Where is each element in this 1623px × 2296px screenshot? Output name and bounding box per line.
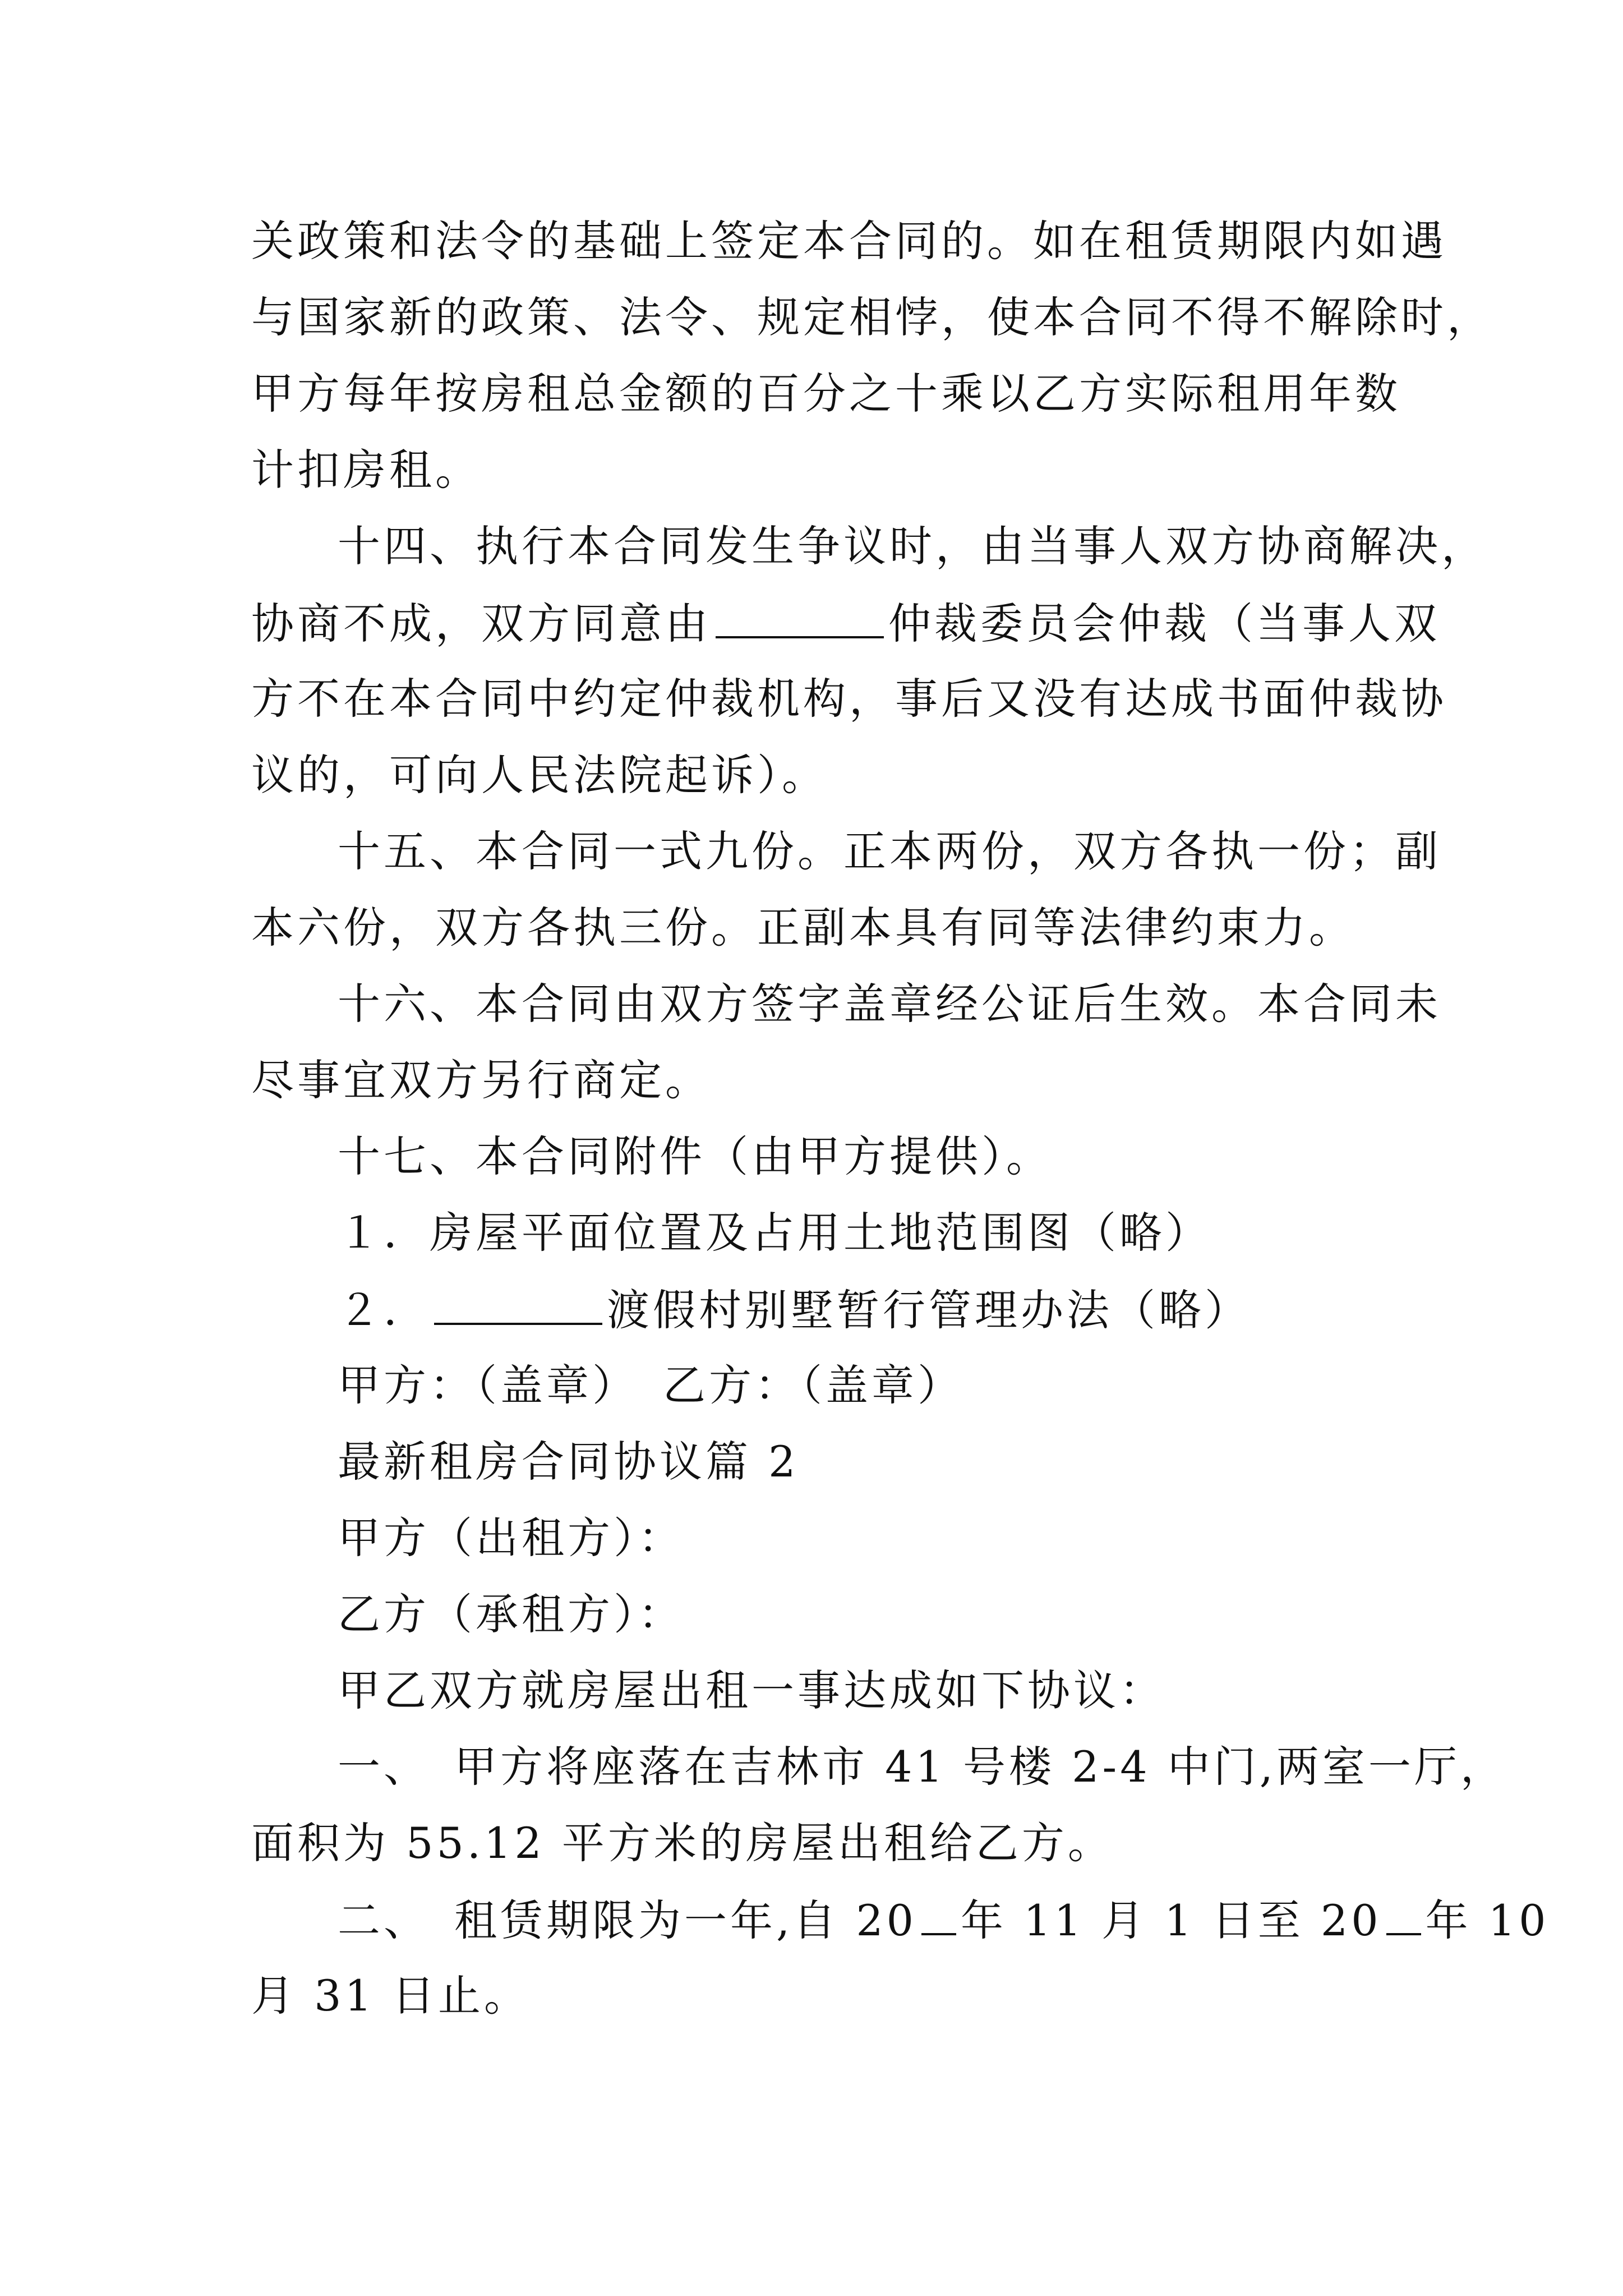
clause-2-line-2: 月 31 日止。 xyxy=(251,1971,531,2021)
clause-15-line-1: 十五、本合同一式九份。正本两份，双方各执一份；副 xyxy=(338,826,1441,876)
clause-13-line-2: 与国家新的政策、法令、规定相悖，使本合同不得不解除时， xyxy=(251,292,1493,342)
clause-15-line-2: 本六份，双方各执三份。正副本具有同等法律约束力。 xyxy=(251,903,1355,953)
clause-1-line-2: 面积为 55.12 平方米的房屋出租给乙方。 xyxy=(251,1818,1114,1868)
clause-1-line-1: 一、 甲方将座落在吉林市 41 号楼 2-4 中门,两室一厅， xyxy=(338,1742,1506,1792)
clause-13-line-1: 关政策和法令的基础上签定本合同的。如在租赁期限内如遇 xyxy=(251,216,1447,266)
party-a-lessor: 甲方（出租方）： xyxy=(338,1513,684,1563)
attachment-1: １．房屋平面位置及占用土地范围图（略） xyxy=(338,1208,1211,1258)
clause-2-text-b: 年 11 月 1 日至 20 xyxy=(961,1895,1382,1945)
end-year-blank xyxy=(1386,1898,1421,1935)
clause-13-line-3: 甲方每年按房租总金额的百分之十乘以乙方实际租用年数 xyxy=(251,369,1401,418)
section-heading-2: 最新租房合同协议篇 2 xyxy=(338,1437,799,1487)
attachment-2-suffix: 渡假村别墅暂行管理办法（略） xyxy=(607,1285,1251,1335)
clause-14-line-2 xyxy=(251,599,1440,648)
resort-name-blank xyxy=(434,1288,602,1325)
attachment-2 xyxy=(338,1285,1251,1335)
clause-13-line-4: 计扣房租。 xyxy=(251,445,481,495)
clause-14-line-1: 十四、执行本合同发生争议时，由当事人双方协商解决， xyxy=(338,521,1487,571)
clause-16-line-2: 尽事宜双方另行商定。 xyxy=(251,1055,711,1105)
clause-2-line-1 xyxy=(338,1895,1550,1945)
clause-14-line-4: 议的，可向人民法院起诉）。 xyxy=(251,750,828,800)
clause-17: 十七、本合同附件（由甲方提供）。 xyxy=(338,1131,1052,1181)
attachment-2-prefix: ２． xyxy=(338,1285,430,1335)
signature-line: 甲方：（盖章） 乙方：（盖章） xyxy=(338,1360,963,1410)
clause-2-text-c: 年 10 xyxy=(1425,1895,1550,1945)
arbitration-blank xyxy=(716,601,884,638)
clause-2-text-a: 二、 租赁期限为一年,自 20 xyxy=(338,1895,917,1945)
start-year-blank xyxy=(921,1898,956,1935)
clause-14-text-a: 协商不成，双方同意由 xyxy=(251,599,711,648)
party-b-lessee: 乙方（承租方）： xyxy=(338,1589,684,1639)
clause-14-line-3: 方不在本合同中约定仲裁机构，事后又没有达成书面仲裁协 xyxy=(251,674,1447,724)
agreement-intro: 甲乙双方就房屋出租一事达成如下协议： xyxy=(338,1665,1165,1715)
clause-14-text-b: 仲裁委员会仲裁（当事人双 xyxy=(888,599,1440,648)
clause-16-line-1: 十六、本合同由双方签字盖章经公证后生效。本合同未 xyxy=(338,979,1441,1029)
